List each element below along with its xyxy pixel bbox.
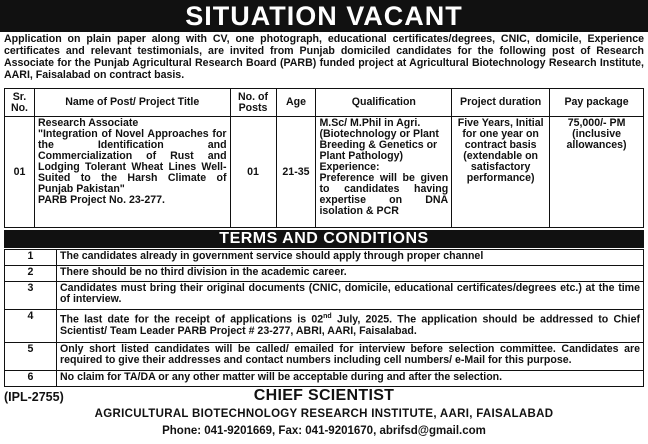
post-title: Research Associate	[37, 117, 139, 129]
experience-label: Experience:	[319, 161, 380, 173]
list-item	[5, 371, 644, 387]
terms-heading: TERMS AND CONDITIONS	[4, 230, 644, 248]
cell-qualification	[316, 117, 452, 228]
cell-duration: Five Years, Initial for one year on contract basis (extendable on satisfactory performance)	[452, 117, 550, 228]
term-number: 1	[5, 250, 57, 266]
posts-table	[4, 88, 644, 228]
project-number: PARB Project No. 23-277.	[37, 194, 165, 206]
term-text: No claim for TA/DA or any other matter will be acceptable during and after the selection.	[57, 371, 644, 387]
term-text: Only short listed candidates will be called/ emailed for interview before selection committee. Candidates are required to give their addresses and contact numbers including cell numbers/ e-Mail for this purpose.	[57, 342, 644, 370]
list-item	[5, 310, 644, 342]
term-text: There should be no third division in the academic career.	[57, 265, 644, 281]
header-qualification: Qualification	[316, 89, 452, 117]
page-title: SITUATION VACANT	[0, 0, 648, 32]
institute-name: AGRICULTURAL BIOTECHNOLOGY RESEARCH INSTITUTE, AARI, FAISALABAD	[94, 408, 554, 420]
list-item	[5, 342, 644, 370]
term-text-sup: nd	[323, 313, 332, 321]
term-text-before: The last date for the receipt of applications is 02	[60, 313, 324, 326]
contact-info: Phone: 041-9201669, Fax: 041-9201670, abrifsd@gmail.com	[162, 425, 486, 437]
term-number: 2	[5, 265, 57, 281]
cell-age: 21-35	[276, 117, 316, 228]
qualification-text: M.Sc/ M.Phil in Agri. (Biotechnology or Plant Breeding & Genetics or Plant Pathology)	[319, 117, 439, 162]
cell-sr: 01	[5, 117, 35, 228]
list-item	[5, 265, 644, 281]
intro-paragraph: Application on plain paper along with CV, one photograph, educational certificates/degrees, CNIC, domicile, Experience certificates and relevant testimonials, are invited from Punjab domiciled candidates for the following post of Research Associate for the Punjab Agricultural Research Board (PARB) funded project at Agricultural Biotechnology Research Institute, AARI, Faisalabad on contract basis.	[4, 33, 644, 81]
cell-pay: 75,000/- PM (inclusive allowances)	[550, 117, 644, 228]
cell-post	[34, 117, 230, 228]
table-row	[5, 117, 644, 228]
cell-posts: 01	[230, 117, 276, 228]
ipl-number: (IPL-2755)	[4, 390, 64, 404]
term-text: The candidates already in government service should apply through proper channel	[57, 250, 644, 266]
term-number: 6	[5, 371, 57, 387]
header-age: Age	[276, 89, 316, 117]
term-text: Candidates must bring their original documents (CNIC, domicile, educational certificates/degrees etc.) at the time of interview.	[57, 281, 644, 309]
header-duration: Project duration	[452, 89, 550, 117]
term-text-after: July, 2025. The application should be addressed to Chief Scientist/ Team Leader PARB Project # 23-277, ABRI, AARI, Faisalabad.	[60, 313, 640, 338]
header-pay: Pay package	[550, 89, 644, 117]
table-header-row	[5, 89, 644, 117]
term-text	[57, 310, 644, 342]
header-post: Name of Post/ Project Title	[34, 89, 230, 117]
header-sr: Sr. No.	[5, 89, 35, 117]
experience-text: Preference will be given to candidates having expertise on DNA isolation & PCR	[319, 172, 449, 217]
terms-table	[4, 249, 644, 387]
term-number: 5	[5, 342, 57, 370]
term-number: 4	[5, 310, 57, 342]
project-title: "Integration of Novel Approaches for the Identification and Commercialization of Rust and Lodging Tolerant Wheat Lines Well-Suited to the Harsh Climate of Punjab Pakistan"	[37, 128, 227, 195]
list-item	[5, 281, 644, 309]
signatory-title: CHIEF SCIENTIST	[253, 387, 395, 404]
list-item	[5, 250, 644, 266]
header-posts: No. of Posts	[230, 89, 276, 117]
term-number: 3	[5, 281, 57, 309]
